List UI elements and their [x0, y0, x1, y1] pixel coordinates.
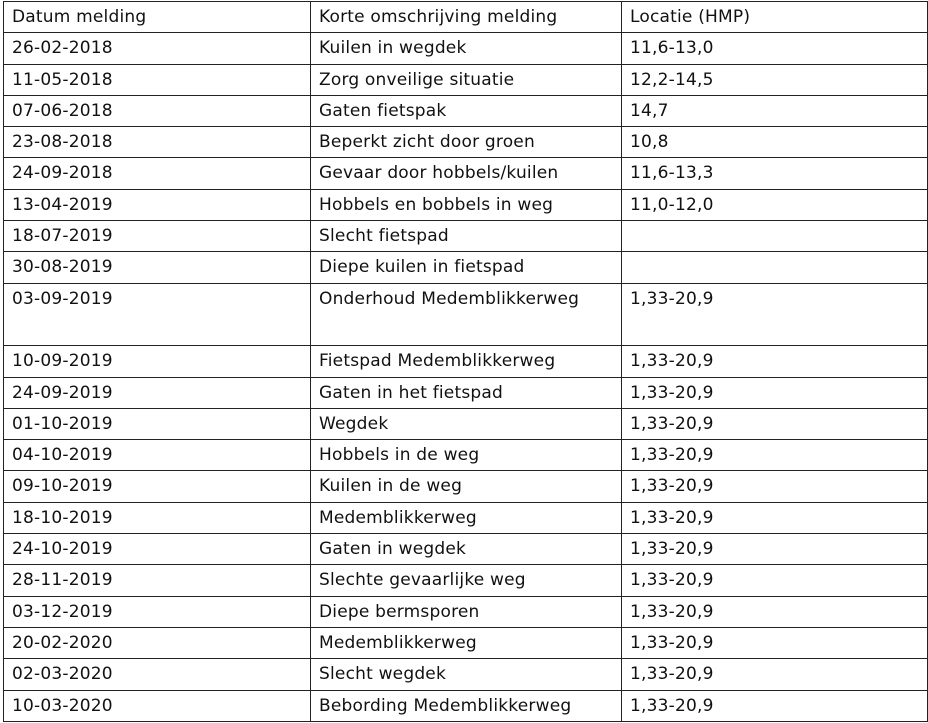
- header-datum-melding: Datum melding: [4, 2, 311, 33]
- table-row: [4, 534, 928, 565]
- cell-locatie: 11,6-13,0: [622, 33, 928, 64]
- cell-datum: 02-03-2020: [4, 659, 311, 690]
- header-korte-omschrijving: Korte omschrijving melding: [311, 2, 622, 33]
- table-row: [4, 283, 928, 346]
- meldingen-table: [3, 1, 928, 722]
- cell-omschrijving: Gevaar door hobbels/kuilen: [311, 158, 622, 189]
- cell-locatie: 1,33-20,9: [622, 346, 928, 377]
- cell-locatie: 1,33-20,9: [622, 502, 928, 533]
- cell-datum: 13-04-2019: [4, 189, 311, 220]
- cell-locatie: 1,33-20,9: [622, 659, 928, 690]
- cell-datum: 03-09-2019: [4, 283, 311, 346]
- table-row: [4, 377, 928, 408]
- table-row: [4, 95, 928, 126]
- cell-omschrijving: Slecht fietspad: [311, 221, 622, 252]
- table-row: [4, 502, 928, 533]
- table-row: [4, 471, 928, 502]
- cell-datum: 11-05-2018: [4, 64, 311, 95]
- table-row: [4, 189, 928, 220]
- cell-locatie: 1,33-20,9: [622, 377, 928, 408]
- cell-datum: 10-09-2019: [4, 346, 311, 377]
- cell-datum: 23-08-2018: [4, 127, 311, 158]
- cell-locatie: 1,33-20,9: [622, 565, 928, 596]
- cell-locatie: 1,33-20,9: [622, 283, 928, 346]
- table-header-row: [4, 2, 928, 33]
- cell-omschrijving: Slechte gevaarlijke weg: [311, 565, 622, 596]
- table-row: [4, 440, 928, 471]
- cell-omschrijving: Zorg onveilige situatie: [311, 64, 622, 95]
- cell-omschrijving: Gaten in wegdek: [311, 534, 622, 565]
- cell-datum: 18-10-2019: [4, 502, 311, 533]
- cell-datum: 09-10-2019: [4, 471, 311, 502]
- cell-locatie: 1,33-20,9: [622, 440, 928, 471]
- table-row: [4, 659, 928, 690]
- table-row: [4, 127, 928, 158]
- table-row: [4, 33, 928, 64]
- cell-omschrijving: Bebording Medemblikkerweg: [311, 690, 622, 721]
- cell-omschrijving: Kuilen in de weg: [311, 471, 622, 502]
- table-row: [4, 158, 928, 189]
- cell-datum: 24-09-2019: [4, 377, 311, 408]
- cell-locatie: [622, 221, 928, 252]
- cell-locatie: 11,0-12,0: [622, 189, 928, 220]
- cell-omschrijving: Slecht wegdek: [311, 659, 622, 690]
- cell-datum: 10-03-2020: [4, 690, 311, 721]
- table-row: [4, 346, 928, 377]
- cell-locatie: 1,33-20,9: [622, 690, 928, 721]
- cell-locatie: [622, 252, 928, 283]
- cell-datum: 03-12-2019: [4, 596, 311, 627]
- table-row: [4, 64, 928, 95]
- cell-datum: 28-11-2019: [4, 565, 311, 596]
- cell-omschrijving: Gaten fietspak: [311, 95, 622, 126]
- cell-omschrijving: Gaten in het fietspad: [311, 377, 622, 408]
- cell-locatie: 1,33-20,9: [622, 627, 928, 658]
- cell-datum: 07-06-2018: [4, 95, 311, 126]
- table-row: [4, 565, 928, 596]
- cell-omschrijving: Diepe bermsporen: [311, 596, 622, 627]
- cell-datum: 24-10-2019: [4, 534, 311, 565]
- cell-omschrijving: Kuilen in wegdek: [311, 33, 622, 64]
- cell-locatie: 12,2-14,5: [622, 64, 928, 95]
- cell-omschrijving: Hobbels en bobbels in weg: [311, 189, 622, 220]
- cell-datum: 20-02-2020: [4, 627, 311, 658]
- cell-datum: 24-09-2018: [4, 158, 311, 189]
- header-locatie-hmp: Locatie (HMP): [622, 2, 928, 33]
- cell-locatie: 1,33-20,9: [622, 534, 928, 565]
- cell-datum: 18-07-2019: [4, 221, 311, 252]
- cell-omschrijving: Medemblikkerweg: [311, 627, 622, 658]
- cell-datum: 01-10-2019: [4, 408, 311, 439]
- cell-locatie: 11,6-13,3: [622, 158, 928, 189]
- cell-locatie: 1,33-20,9: [622, 408, 928, 439]
- table-row: [4, 408, 928, 439]
- cell-datum: 30-08-2019: [4, 252, 311, 283]
- cell-locatie: 10,8: [622, 127, 928, 158]
- cell-omschrijving: Fietspad Medemblikkerweg: [311, 346, 622, 377]
- table-row: [4, 252, 928, 283]
- cell-omschrijving: Medemblikkerweg: [311, 502, 622, 533]
- table-row: [4, 690, 928, 721]
- cell-omschrijving: Diepe kuilen in fietspad: [311, 252, 622, 283]
- cell-omschrijving: Beperkt zicht door groen: [311, 127, 622, 158]
- cell-omschrijving: Onderhoud Medemblikkerweg: [311, 283, 622, 346]
- table-row: [4, 627, 928, 658]
- cell-datum: 26-02-2018: [4, 33, 311, 64]
- table-row: [4, 596, 928, 627]
- cell-locatie: 1,33-20,9: [622, 596, 928, 627]
- cell-omschrijving: Wegdek: [311, 408, 622, 439]
- table-row: [4, 221, 928, 252]
- cell-datum: 04-10-2019: [4, 440, 311, 471]
- cell-omschrijving: Hobbels in de weg: [311, 440, 622, 471]
- cell-locatie: 1,33-20,9: [622, 471, 928, 502]
- cell-locatie: 14,7: [622, 95, 928, 126]
